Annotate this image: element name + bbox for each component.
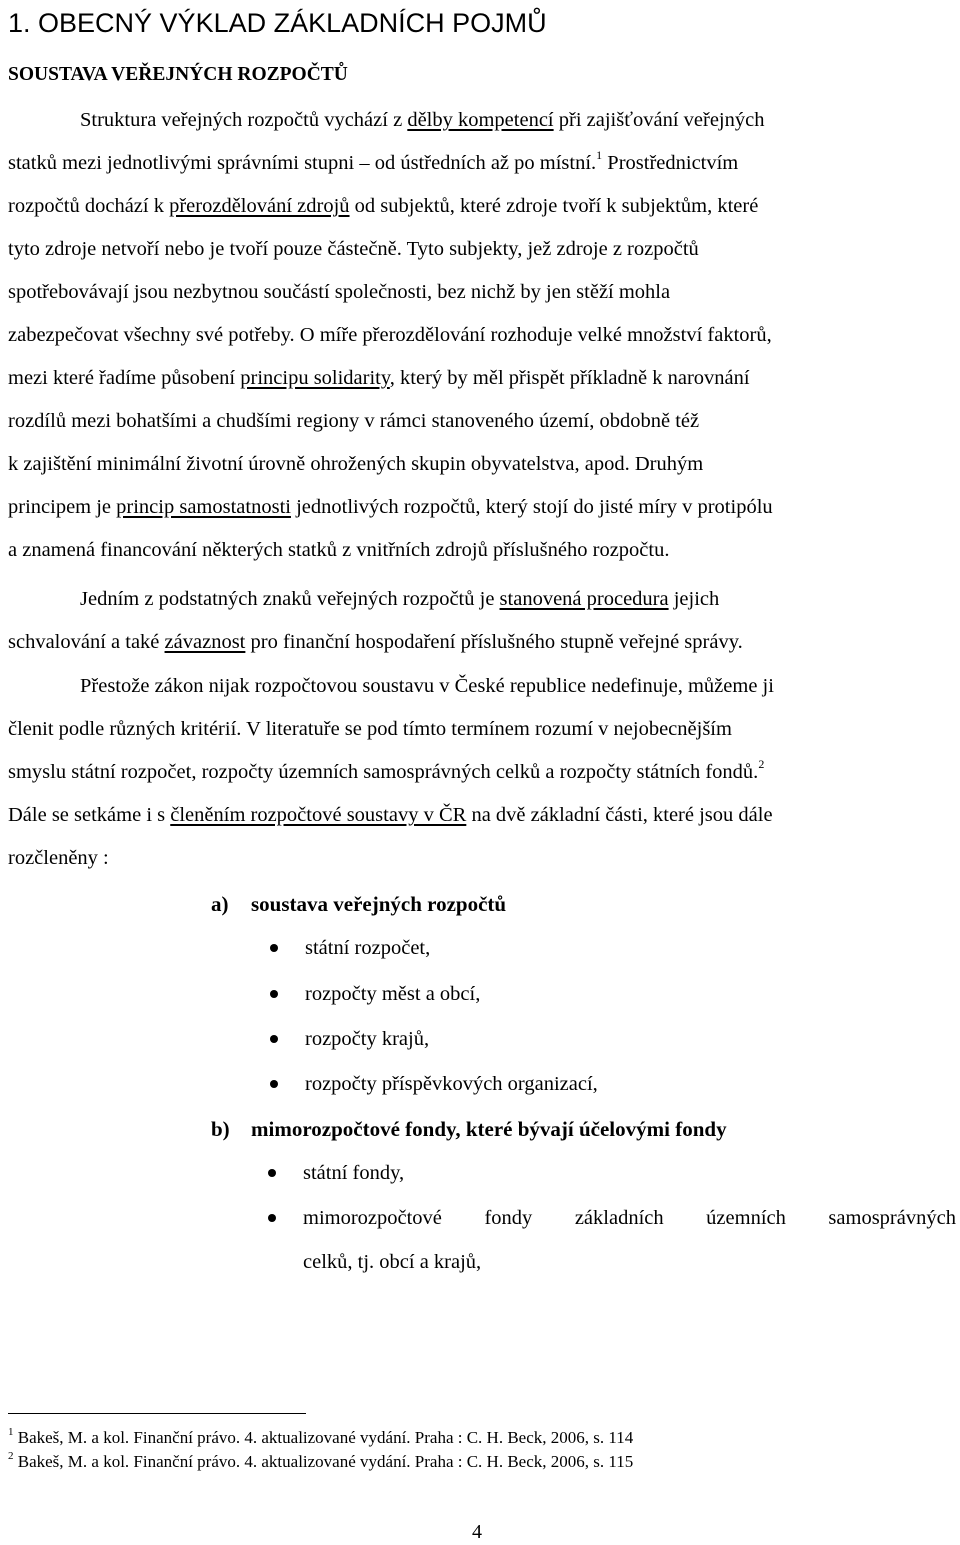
text-line: statků mezi jednotlivými správními stupni – od ústředních až po místní.$^1$ Prostřednictvím <box>8 148 739 174</box>
underlined-term: princip samostatnosti <box>116 496 291 518</box>
category-label: a) <box>211 892 229 916</box>
paragraph-1 <box>8 99 956 572</box>
text-line: rozdílů mezi bohatšími a chudšími regiony v rámci stanoveného území, obdobně též <box>8 410 700 432</box>
chapter-heading: 1. OBECNÝ VÝKLAD ZÁKLADNÍCH POJMŮ <box>8 8 547 38</box>
page-number: 4 <box>472 1521 482 1543</box>
underlined-term: přerozdělování zdrojů <box>169 195 350 217</box>
paragraph-3 <box>8 665 956 880</box>
underlined-term: členěním rozpočtové soustavy v ČR <box>170 804 467 826</box>
category-a-heading <box>211 891 506 917</box>
text-line: členit podle různých kritérií. V literatuře se pod tímto termínem rozumí v nejobecnějším <box>8 718 732 740</box>
text-line: smyslu státní rozpočet, rozpočty územních samosprávných celků a rozpočty státních fondů.$^2$ <box>8 757 765 783</box>
text-line: mezi které řadíme působení principu solidarity, který by měl přispět příkladně k narovnání <box>8 367 750 389</box>
list-item: státní rozpočet, <box>305 937 431 959</box>
text-line: principem je princip samostatnosti jednotlivých rozpočtů, který stojí do jisté míry v protipólu <box>8 496 773 518</box>
list-item <box>303 1205 956 1231</box>
text-line: schvalování a také závaznost pro finanční hospodaření příslušného stupně veřejné správy. <box>8 631 743 653</box>
text-line: rozpočtů dochází k přerozdělování zdrojů od subjektů, které zdroje tvoří k subjektům, které <box>8 195 759 217</box>
text-line: k zajištění minimální životní úrovně ohrožených skupin obyvatelstva, apod. Druhým <box>8 453 704 475</box>
bullet-icon <box>268 1169 276 1177</box>
bullet-icon <box>270 1080 278 1088</box>
list-item: státní fondy, <box>303 1162 405 1184</box>
bullet-icon <box>270 1035 278 1043</box>
text-line: Dále se setkáme i s členěním rozpočtové soustavy v ČR na dvě základní části, které jsou dále <box>8 804 773 826</box>
category-label: b) <box>211 1117 230 1141</box>
footnote-ref: 1 <box>596 148 603 162</box>
text-line: tyto zdroje netvoří nebo je tvoří pouze částečně. Tyto subjekty, jež zdroje z rozpočtů <box>8 238 699 260</box>
bullet-icon <box>270 990 278 998</box>
category-title: mimorozpočtové fondy, které bývají účelovými fondy <box>251 1117 727 1141</box>
bullet-icon <box>268 1214 276 1222</box>
footnote: $^2$ Bakeš, M. a kol. Finanční právo. 4. aktualizované vydání. Praha : C. H. Beck, 2006, s. 115 <box>8 1450 634 1471</box>
text-line: Přestože zákon nijak rozpočtovou soustavu v České republice nedefinuje, můžeme ji <box>80 675 774 697</box>
list-item-text: mimorozpočtové fondy základních územních samosprávných <box>303 1207 956 1229</box>
underlined-term: principu solidarity <box>240 367 390 389</box>
underlined-term: stanovená procedura <box>499 588 669 610</box>
list-item: rozpočty krajů, <box>305 1028 430 1050</box>
footnote-ref: 2 <box>758 757 765 771</box>
bullet-icon <box>270 944 278 952</box>
category-title: soustava veřejných rozpočtů <box>251 892 507 916</box>
footnote: $^1$ Bakeš, M. a kol. Finanční právo. 4. aktualizované vydání. Praha : C. H. Beck, 2006, s. 114 <box>8 1426 634 1447</box>
text-line: Jedním z podstatných znaků veřejných rozpočtů je stanovená procedura jejich <box>80 588 720 610</box>
footnote-separator <box>8 1413 306 1414</box>
text-line: spotřebovávají jsou nezbytnou součástí společnosti, bez nichž by jen stěží mohla <box>8 281 671 303</box>
text-line: Struktura veřejných rozpočtů vychází z dělby kompetencí při zajišťování veřejných <box>80 109 765 131</box>
list-item: rozpočty měst a obcí, <box>305 983 481 1005</box>
text-line: a znamená financování některých statků z vnitřních zdrojů příslušného rozpočtu. <box>8 539 670 561</box>
paragraph-2 <box>8 578 956 664</box>
text-line: zabezpečovat všechny své potřeby. O míře přerozdělování rozhoduje velké množství faktorů, <box>8 324 772 346</box>
text-line: rozčleněny : <box>8 847 109 869</box>
section-heading: SOUSTAVA VEŘEJNÝCH ROZPOČTŮ <box>8 64 348 85</box>
list-item: rozpočty příspěvkových organizací, <box>305 1073 598 1095</box>
underlined-term: dělby kompetencí <box>407 109 554 131</box>
underlined-term: závaznost <box>164 631 246 653</box>
list-item-continuation: celků, tj. obcí a krajů, <box>303 1251 482 1273</box>
category-b-heading <box>211 1116 727 1142</box>
